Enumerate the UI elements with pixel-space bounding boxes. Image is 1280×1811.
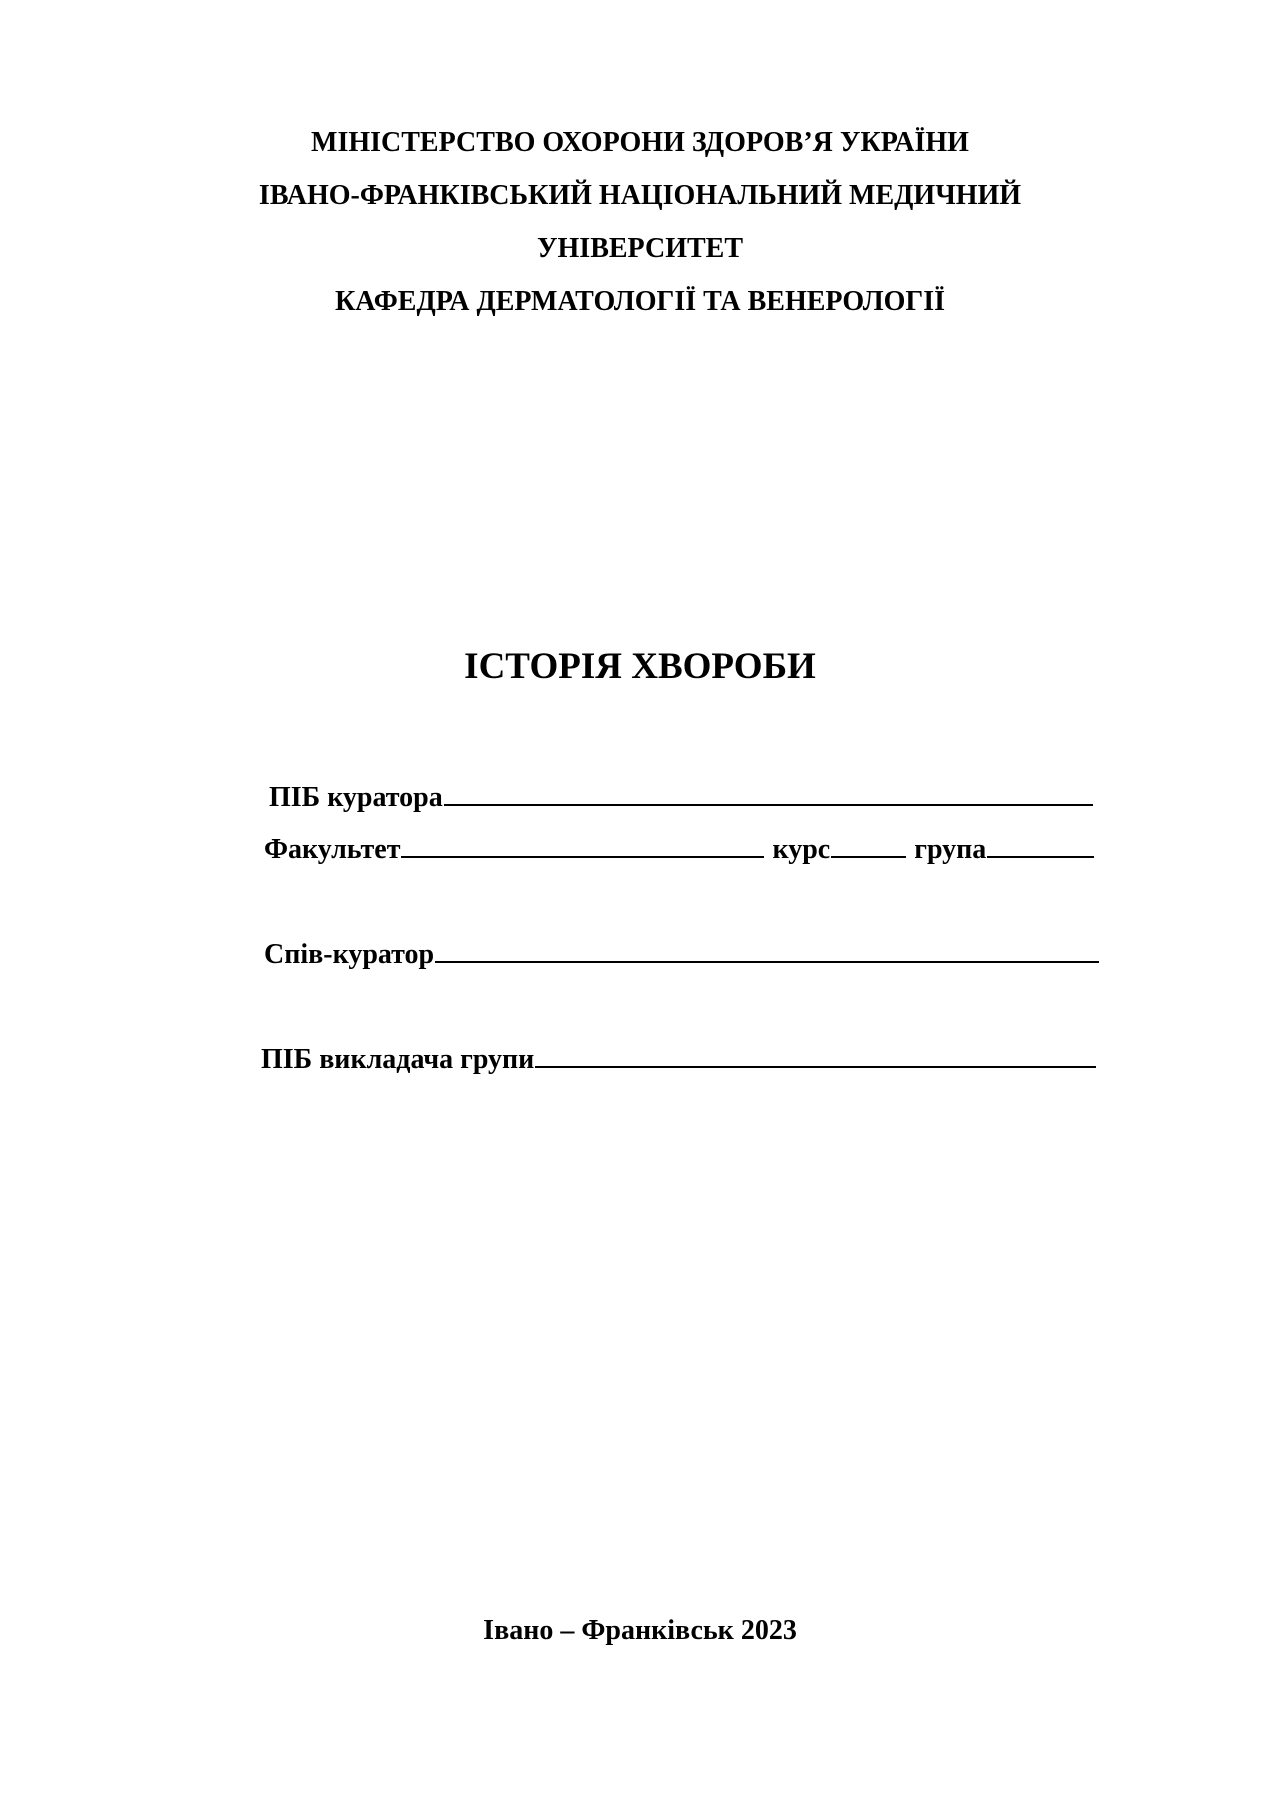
ministry-line: МІНІСТЕРСТВО ОХОРОНИ ЗДОРОВ’Я УКРАЇНИ: [311, 127, 969, 158]
group-blank[interactable]: [987, 830, 1094, 858]
co-curator-blank[interactable]: [435, 935, 1099, 963]
place-year: Івано – Франківськ 2023: [483, 1615, 797, 1646]
faculty-blank[interactable]: [401, 830, 764, 858]
institution-header: [0, 116, 1280, 328]
curator-label: ПІБ куратора: [269, 782, 443, 813]
document-title: ІСТОРІЯ ХВОРОБИ: [464, 646, 816, 687]
teacher-field-row: [261, 1040, 1096, 1078]
faculty-field-row: [264, 830, 1094, 868]
course-blank[interactable]: [831, 830, 906, 858]
university-line-2: УНІВЕРСИТЕТ: [536, 233, 744, 264]
faculty-label: Факультет: [264, 834, 401, 865]
department-line: КАФЕДРА ДЕРМАТОЛОГІЇ ТА ВЕНЕРОЛОГІЇ: [334, 286, 945, 317]
co-curator-field-row: [264, 935, 1099, 973]
course-label: курс: [772, 834, 831, 865]
curator-blank[interactable]: [444, 778, 1093, 806]
teacher-label: ПІБ викладача групи: [261, 1044, 535, 1075]
teacher-blank[interactable]: [535, 1040, 1096, 1068]
group-label: група: [914, 834, 987, 865]
curator-field-row: [269, 778, 1093, 816]
university-line-1: ІВАНО-ФРАНКІВСЬКИЙ НАЦІОНАЛЬНИЙ МЕДИЧНИЙ: [258, 180, 1022, 211]
co-curator-label: Спів-куратор: [264, 939, 435, 970]
